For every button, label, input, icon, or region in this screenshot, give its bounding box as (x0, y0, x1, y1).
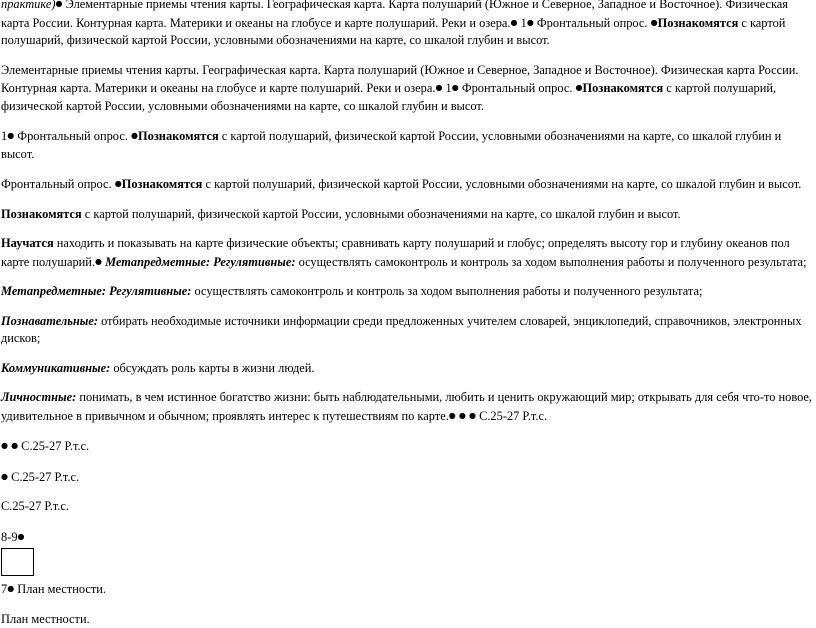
paragraph-4 (1, 175, 815, 194)
bullet-icon: ● (511, 14, 518, 32)
paragraph-11 (1, 437, 815, 456)
paragraph-10 (1, 389, 815, 425)
text: Фронтальный опрос. (1, 177, 115, 191)
text: с картой полушарий, физической картой России, условными обозначениями на карте, со шкалой глубин и высот. (1, 16, 785, 48)
paragraph-14 (1, 528, 815, 547)
bold-italic-heading: Коммуникативные: (1, 361, 110, 375)
text: 7 (1, 582, 7, 596)
bullet-icon: ● (459, 407, 466, 425)
text: отбирать необходимые источники информации среди предложенных учителем словарей, энциклопедий, справочников, электронных дисков; (1, 314, 802, 346)
bold-term: Познакомятся (1, 207, 82, 221)
paragraph-8 (1, 313, 815, 348)
text: С.25-27 Р.т.с. (8, 470, 79, 484)
text: с картой полушарий, физической картой России, условными обозначениями на карте, со шкалой глубин и высот. (1, 81, 776, 113)
bold-term: Познакомятся (122, 177, 203, 191)
lead-fragment: практике) (1, 0, 55, 11)
bullet-icon: ● (469, 407, 476, 425)
bullet-icon: ● (55, 0, 62, 13)
bullet-icon: ● (527, 14, 534, 32)
bold-italic-heading: Метапредметные: Регулятивные: (102, 255, 295, 269)
text: 1 (1, 129, 7, 143)
text: Фронтальный опрос. (14, 129, 131, 143)
text: 8-9 (1, 530, 18, 544)
bold-italic-heading: Познавательные: (1, 314, 98, 328)
bold-italic-heading: Личностные: (1, 390, 76, 404)
bullet-icon: ● (1, 468, 8, 486)
text: понимать, в чем истинное богатство жизни: быть наблюдательными, любить и ценить окружающий мир; открывать для себя что-то новое, удивительное в привычном и обычном; проявлять интерес к путешествиям по карте. (1, 390, 812, 423)
paragraph-5 (1, 206, 815, 224)
text: С.25-27 Р.т.с. (1, 499, 69, 513)
bullet-icon: ● (449, 407, 456, 425)
text: Элементарные приемы чтения карты. Географическая карта. Карта полушарий (Южное и Северное, Западное и Восточное). Физическая карта России. Контурная карта. Материки и океаны на глобусе и карте полушарий. Реки и озера. (1, 63, 799, 96)
paragraph-9 (1, 360, 815, 378)
paragraph-6 (1, 235, 815, 271)
text: находить и показывать на карте физические объекты; сравнивать карту полушарий и глобус; определять высоту гор и глубину океанов пол карте полушарий. (1, 236, 790, 269)
bold-term: Познакомятся (138, 129, 219, 143)
text: Фронтальный опрос. (459, 81, 576, 95)
paragraph-13 (1, 498, 815, 516)
text: с картой полушарий, физической картой России, условными обозначениями на карте, со шкалой глубин и высот. (82, 207, 681, 221)
paragraph-1 (1, 0, 815, 50)
text: 1 (442, 81, 451, 95)
text: С.25-27 Р.т.с. (18, 439, 89, 453)
text: План местности. (14, 582, 106, 596)
paragraph-12 (1, 468, 815, 487)
bullet-icon: ● (11, 437, 18, 455)
bullet-icon: ● (452, 79, 459, 97)
bold-term: Познакомятся (583, 81, 664, 95)
text: Элементарные приемы чтения карты. Географическая карта. Карта полушарий (Южное и Северное, Западное и Восточное). Физическая карта России. Контурная карта. Материки и океаны на глобусе и карте полушарий. Реки и озера. (1, 0, 788, 30)
bullet-icon: ● (1, 437, 8, 455)
bullet-icon: ● (7, 580, 14, 598)
text: 1 (518, 16, 527, 30)
text: С.25-27 Р.т.с. (476, 409, 547, 423)
paragraph-7 (1, 283, 815, 301)
bold-term: Научатся (1, 236, 54, 250)
bold-term: Познакомятся (658, 16, 739, 30)
paragraph-2 (1, 62, 815, 116)
text: обсуждать роль карты в жизни людей. (110, 361, 314, 375)
paragraph-16 (1, 611, 815, 628)
bullet-icon: ● (18, 528, 25, 546)
bullet-icon: ● (435, 79, 442, 97)
text: осуществлять самоконтроль и контроль за ходом выполнения работы и полученного результата; (295, 255, 806, 269)
bullet-icon: ● (651, 14, 658, 32)
paragraph-3 (1, 127, 815, 163)
empty-table-cell (1, 548, 34, 576)
text: осуществлять самоконтроль и контроль за ходом выполнения работы и полученного результата; (191, 284, 702, 298)
text: с картой полушарий, физической картой России, условными обозначениями на карте, со шкалой глубин и высот. (202, 177, 801, 191)
bullet-icon: ● (7, 127, 14, 145)
paragraph-15 (1, 580, 815, 599)
bullet-icon: ● (115, 175, 122, 193)
bullet-icon: ● (576, 79, 583, 97)
bold-italic-heading: Метапредметные: Регулятивные: (1, 284, 191, 298)
bullet-icon: ● (95, 253, 102, 271)
text: Фронтальный опрос. (534, 16, 651, 30)
bullet-icon: ● (131, 127, 138, 145)
text: с картой полушарий, физической картой России, условными обозначениями на карте, со шкалой глубин и высот. (1, 129, 781, 161)
text: План местности. (1, 612, 90, 626)
